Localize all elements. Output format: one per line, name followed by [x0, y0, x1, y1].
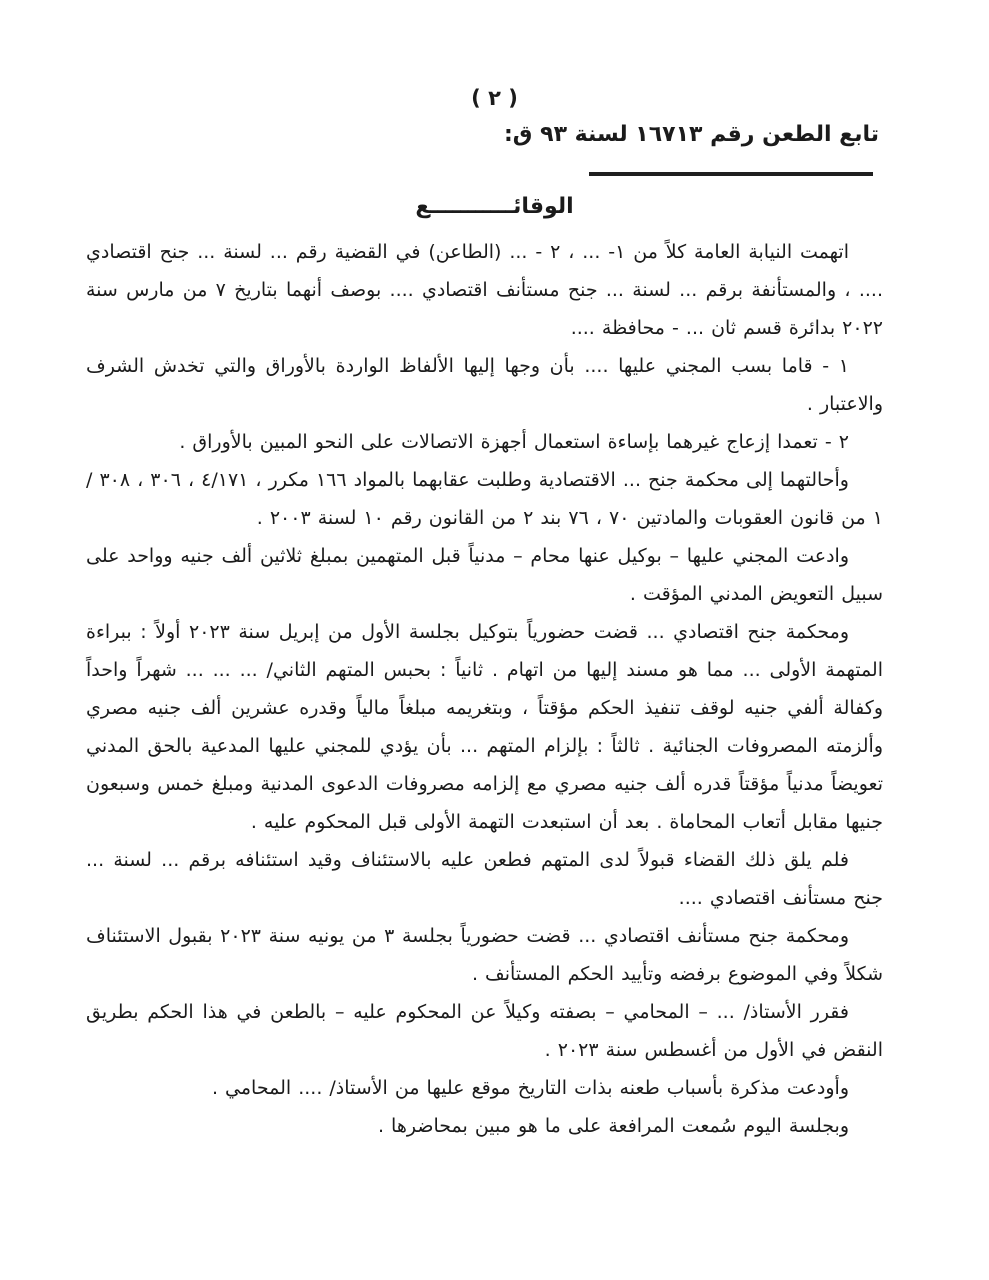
facts-paragraph: ومحكمة جنح مستأنف اقتصادي ... قضت حضورياً بجلسة ٣ من يونيه سنة ٢٠٢٣ بقبول الاستئناف شكلاً وفي الموضوع برفضه وتأييد الحكم المستأنف .: [86, 925, 883, 985]
header-divider: [589, 172, 873, 176]
facts-paragraph: وأحالتهما إلى محكمة جنح ... الاقتصادية وطلبت عقابهما بالمواد ١٦٦ مكرر ، ٤/١٧١ ، ٣٠٦ ، ٣٠٨ /١ من قانون العقوبات والمادتين ٧٠ ، ٧٦ بند ٢ من القانون رقم ١٠ لسنة ٢٠٠٣ .: [86, 469, 883, 529]
facts-paragraph: وادعت المجني عليها – بوكيل عنها محام – مدنياً قبل المتهمين بمبلغ ثلاثين ألف جنيه وواحد على سبيل التعويض المدني المؤقت .: [86, 545, 883, 605]
facts-paragraph: فقرر الأستاذ/ ... – المحامي – بصفته وكيلاً عن المحكوم عليه – بالطعن في هذا الحكم بطريق النقض في الأول من أغسطس سنة ٢٠٢٣ .: [86, 1001, 883, 1061]
facts-paragraph: فلم يلق ذلك القضاء قبولاً لدى المتهم فطعن عليه بالاستئناف وقيد استئنافه برقم ... لسنة ... جنح مستأنف اقتصادي ....: [86, 849, 883, 909]
section-title-facts: الوقائـــــــــــع: [415, 194, 574, 219]
case-header: تابع الطعن رقم ١٦٧١٣ لسنة ٩٣ ق:: [504, 122, 879, 147]
page-number: ( ٢ ): [471, 86, 518, 110]
facts-paragraph: وأودعت مذكرة بأسباب طعنه بذات التاريخ موقع عليها من الأستاذ/ .... المحامي .: [211, 1077, 849, 1099]
facts-paragraphs: [86, 233, 883, 1145]
facts-paragraph: وبجلسة اليوم سُمعت المرافعة على ما هو مبين بمحاضرها .: [377, 1115, 849, 1137]
facts-paragraph: ومحكمة جنح اقتصادي ... قضت حضورياً بتوكيل بجلسة الأول من إبريل سنة ٢٠٢٣ أولاً : ببراءة المتهمة الأولى ... مما هو مسند إليها من اتهام . ثانياً : بحبس المتهم الثاني/ ... ... ... شهراً واحداً وكفالة ألفي جنيه لوقف تنفيذ الحكم مؤقتاً ، وبتغريمه مبلغاً مالياً وقدره عشرين ألف جنيه مصري وألزمته المصروفات الجنائية . ثالثاً : بإلزام المتهم ... بأن يؤدي للمجني عليها المدعية بالحق المدني تعويضاً مدنياً مؤقتاً قدره ألف جنيه مصري مع إلزامه مصروفات الدعوى المدنية ومبلغ خمس وسبعون جنيها مقابل أتعاب المحاماة . بعد أن استبعدت التهمة الأولى قبل المحكوم عليه .: [86, 621, 883, 833]
facts-paragraph: ١ - قاما بسب المجني عليها .... بأن وجها إليها الألفاظ الواردة بالأوراق والتي تخدش الشرف والاعتبار .: [86, 355, 883, 415]
facts-paragraph: ٢ - تعمدا إزعاج غيرهما بإساءة استعمال أجهزة الاتصالات على النحو المبين بالأوراق .: [179, 431, 849, 453]
facts-paragraph: اتهمت النيابة العامة كلاً من ١- ... ، ٢ - ... (الطاعن) في القضية رقم ... لسنة ... جنح اقتصادي .... ، والمستأنفة برقم ... لسنة ... جنح مستأنف اقتصادي .... بوصف أنهما بتاريخ ٧ من مارس سنة ٢٠٢٢ بدائرة قسم ثان ... - محافظة ....: [86, 241, 883, 339]
